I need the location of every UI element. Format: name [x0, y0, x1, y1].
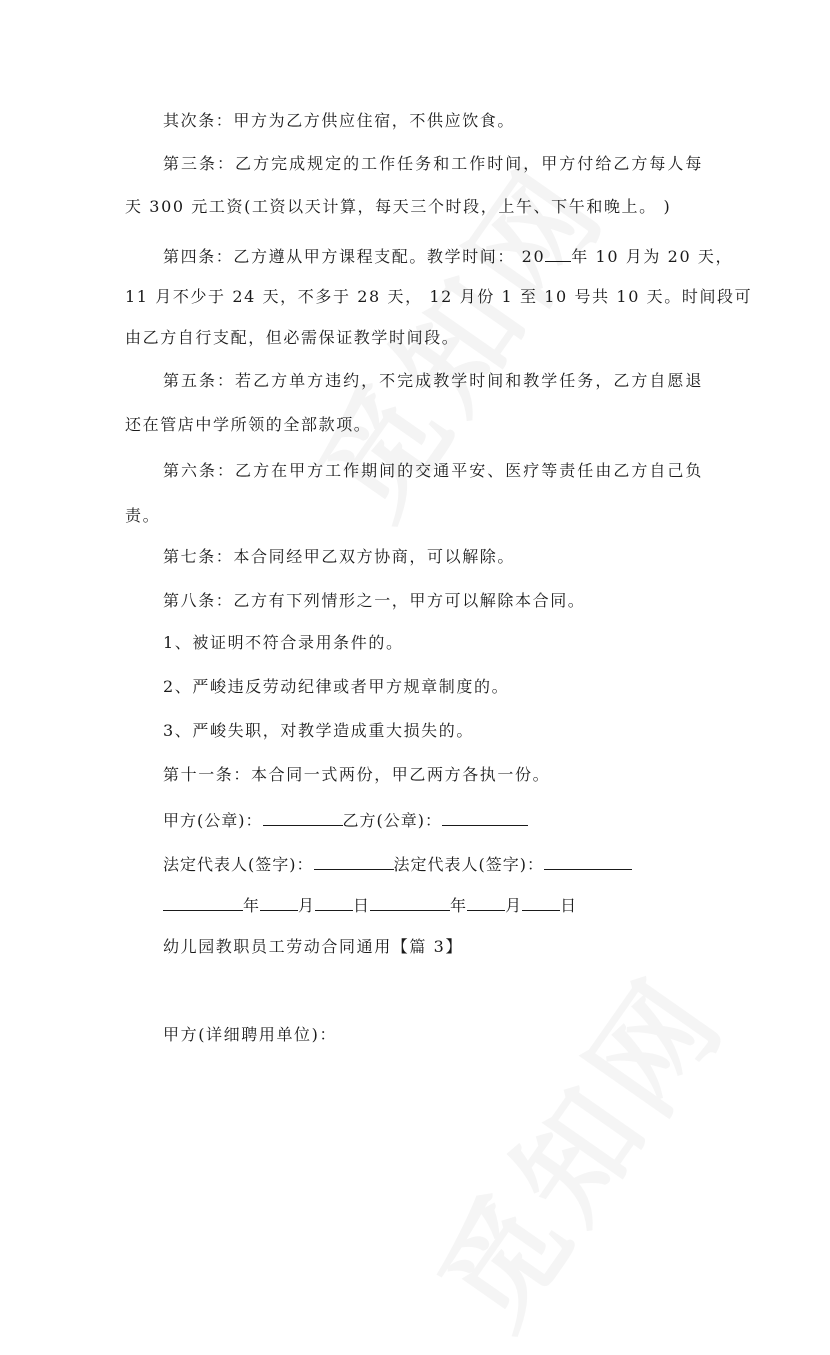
month-a: 月 [298, 896, 316, 915]
clause-6-line-1-text: 第六条：乙方在甲方工作期间的交通平安、医疗等责任由乙方自己负 [163, 461, 703, 480]
blank-year-digits [545, 243, 571, 262]
party-a-seal-label: 甲方(公章)： [163, 811, 263, 830]
clause-11: 第十一条：本合同一式两份，甲乙两方各执一份。 [163, 765, 551, 784]
clause-3-line-1-text: 第三条：乙方完成规定的工作任务和工作时间，甲方付给乙方每人每 [163, 154, 703, 173]
clause-4-line-1 [163, 243, 733, 268]
clause-5-line-1 [163, 370, 703, 392]
blank-year-a [163, 892, 243, 911]
clause-4-part-1: 第四条：乙方遵从甲方课程支配。教学时间： 20 [163, 247, 546, 266]
clause-8: 第八条：乙方有下列情形之一，甲方可以解除本合同。 [163, 591, 586, 610]
clause-4-line-3: 由乙方自行支配，但必需保证教学时间段。 [125, 328, 460, 347]
blank-year-b [370, 892, 450, 911]
year-a: 年 [243, 896, 261, 915]
day-b: 日 [560, 896, 578, 915]
year-b: 年 [450, 896, 468, 915]
section-heading: 幼儿园教职员工劳动合同通用【篇 3】 [163, 937, 464, 956]
clause-6-line-1 [163, 460, 703, 482]
month-b: 月 [505, 896, 523, 915]
clause-6-line-2: 责。 [125, 506, 161, 525]
clause-8-item-1: 1、被证明不符合录用条件的。 [163, 633, 404, 652]
signature-seals [163, 807, 528, 832]
party-b-rep-blank [544, 851, 632, 870]
signature-representatives [163, 851, 632, 876]
party-a-employer: 甲方(详细聘用单位)： [163, 1025, 338, 1044]
clause-4-part-2: 年 10 月为 20 天， [571, 247, 734, 266]
party-b-seal-label: 乙方(公章)： [342, 811, 442, 830]
clause-3-line-2: 天 300 元工资(工资以天计算，每天三个时段，上午、下午和晚上。 ) [125, 197, 672, 216]
clause-4-line-2: 11 月不少于 24 天，不多于 28 天， 12 月份 1 至 10 号共 10 天。时间段可 [125, 287, 753, 306]
party-b-seal-blank [442, 807, 528, 826]
clause-8-item-2: 2、严峻违反劳动纪律或者甲方规章制度的。 [163, 677, 510, 696]
blank-month-b [467, 892, 505, 911]
signature-dates [163, 892, 577, 917]
party-a-seal-blank [263, 807, 343, 826]
blank-day-a [315, 892, 353, 911]
blank-day-b [522, 892, 560, 911]
day-a: 日 [353, 896, 371, 915]
watermark-bottom [393, 937, 758, 1355]
blank-month-a [260, 892, 298, 911]
clause-7: 第七条：本合同经甲乙双方协商，可以解除。 [163, 547, 516, 566]
clause-8-item-3: 3、严峻失职，对教学造成重大损失的。 [163, 721, 474, 740]
clause-5-line-1-text: 第五条：若乙方单方违约，不完成教学时间和教学任务，乙方自愿退 [163, 371, 703, 390]
clause-3-line-1 [163, 153, 703, 175]
party-a-rep-label: 法定代表人(签字)： [163, 855, 314, 874]
party-a-rep-blank [314, 851, 394, 870]
clause-5-line-2: 还在管店中学所领的全部款项。 [125, 415, 372, 434]
party-b-rep-label: 法定代表人(签字)： [393, 855, 544, 874]
clause-2: 其次条：甲方为乙方供应住宿，不供应饮食。 [163, 111, 516, 130]
